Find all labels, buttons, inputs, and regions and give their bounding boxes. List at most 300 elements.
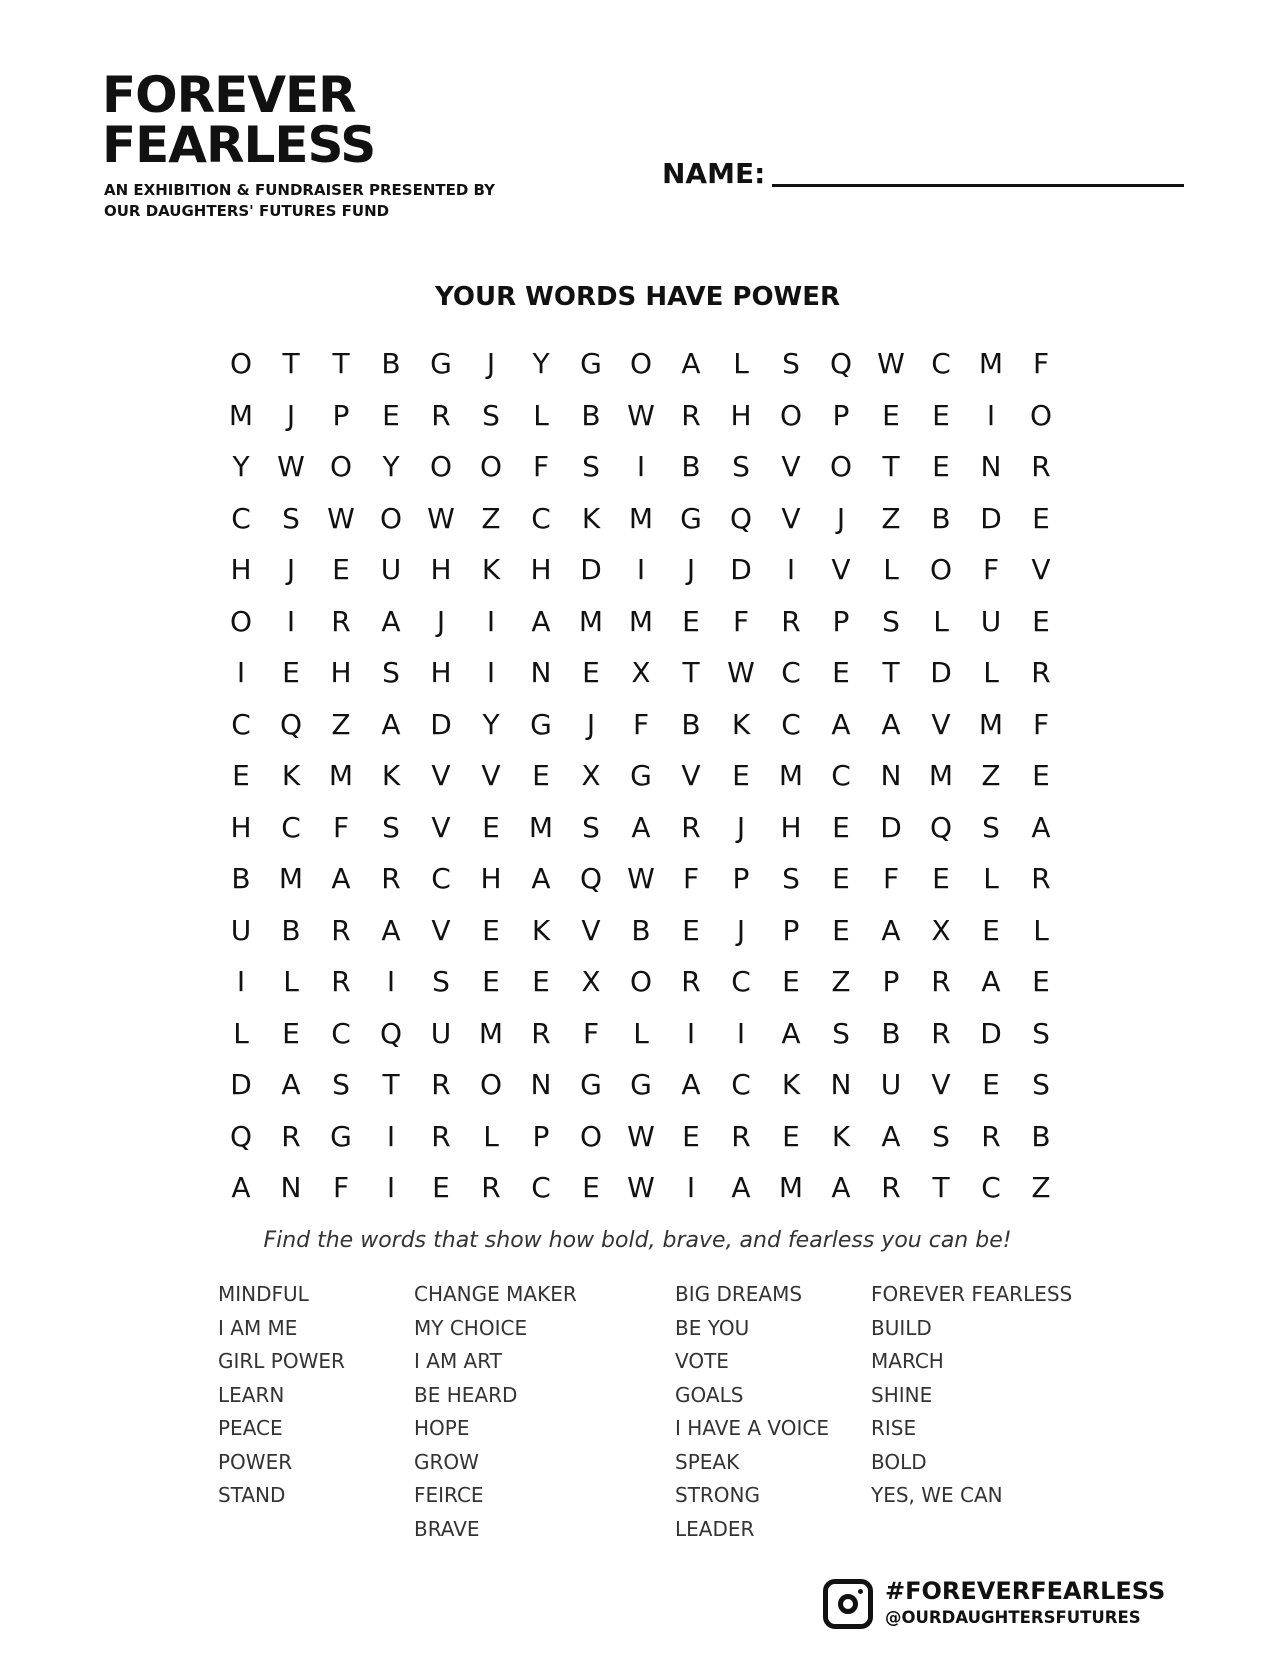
grid-cell[interactable]: Q bbox=[279, 707, 303, 741]
grid-cell[interactable]: D bbox=[230, 1068, 252, 1101]
grid-cell[interactable]: A bbox=[731, 1171, 751, 1204]
grid-cell[interactable]: R bbox=[431, 398, 451, 432]
grid-cell[interactable]: C bbox=[731, 1068, 751, 1101]
grid-cell[interactable]: C bbox=[831, 759, 851, 792]
grid-cell[interactable]: I bbox=[736, 1016, 746, 1050]
grid-cell[interactable]: L bbox=[1033, 913, 1049, 947]
grid-cell[interactable]: E bbox=[932, 398, 950, 432]
grid-cell[interactable]: Y bbox=[232, 450, 250, 483]
grid-cell[interactable]: O bbox=[229, 347, 253, 380]
grid-cell[interactable]: W bbox=[427, 501, 455, 535]
grid-cell[interactable]: Z bbox=[331, 707, 351, 741]
grid-cell[interactable]: R bbox=[431, 1119, 451, 1153]
grid-cell[interactable]: J bbox=[686, 553, 696, 586]
grid-cell[interactable]: V bbox=[1031, 553, 1051, 586]
grid-cell[interactable]: U bbox=[430, 1016, 452, 1050]
grid-cell[interactable]: W bbox=[277, 450, 305, 483]
grid-cell[interactable]: L bbox=[983, 656, 999, 689]
grid-cell[interactable]: I bbox=[986, 398, 996, 432]
grid-cell[interactable]: F bbox=[982, 553, 1000, 586]
grid-cell[interactable]: F bbox=[532, 450, 550, 483]
grid-cell[interactable]: O bbox=[929, 553, 953, 586]
grid-cell[interactable]: E bbox=[982, 913, 1000, 947]
grid-cell[interactable]: U bbox=[230, 913, 252, 947]
grid-cell[interactable]: C bbox=[531, 501, 551, 535]
grid-cell[interactable]: E bbox=[482, 965, 500, 998]
grid-cell[interactable]: S bbox=[432, 965, 450, 998]
grid-cell[interactable]: S bbox=[1032, 1068, 1050, 1101]
grid-cell[interactable]: C bbox=[281, 810, 301, 844]
grid-cell[interactable]: V bbox=[581, 913, 601, 947]
grid-cell[interactable]: G bbox=[680, 501, 702, 535]
grid-cell[interactable]: F bbox=[582, 1016, 600, 1050]
grid-cell[interactable]: P bbox=[332, 398, 350, 432]
grid-cell[interactable]: B bbox=[231, 862, 251, 895]
grid-cell[interactable]: S bbox=[582, 450, 600, 483]
grid-cell[interactable]: E bbox=[732, 759, 750, 792]
grid-cell[interactable]: B bbox=[581, 398, 601, 432]
grid-cell[interactable]: X bbox=[631, 656, 651, 689]
grid-cell[interactable]: S bbox=[282, 501, 300, 535]
grid-cell[interactable]: E bbox=[1032, 965, 1050, 998]
grid-cell[interactable]: S bbox=[382, 656, 400, 689]
grid-cell[interactable]: S bbox=[832, 1016, 850, 1050]
grid-cell[interactable]: I bbox=[236, 656, 246, 689]
grid-cell[interactable]: I bbox=[386, 965, 396, 998]
grid-cell[interactable]: C bbox=[231, 707, 251, 741]
grid-cell[interactable]: C bbox=[331, 1016, 351, 1050]
grid-cell[interactable]: D bbox=[880, 810, 902, 844]
grid-cell[interactable]: A bbox=[831, 707, 851, 741]
grid-cell[interactable]: L bbox=[983, 862, 999, 895]
word-list-item: BIG DREAMS bbox=[675, 1282, 803, 1306]
grid-cell[interactable]: Q bbox=[929, 810, 953, 844]
word-list-item: BOLD bbox=[871, 1449, 927, 1474]
grid-cell[interactable]: G bbox=[630, 759, 652, 792]
word-list-item: LEADER bbox=[675, 1516, 755, 1541]
grid-cell[interactable]: N bbox=[980, 450, 1002, 483]
grid-cell[interactable]: A bbox=[281, 1068, 301, 1101]
grid-cell[interactable]: E bbox=[1032, 759, 1050, 792]
grid-cell[interactable]: S bbox=[382, 810, 400, 844]
grid-cell[interactable]: E bbox=[682, 913, 700, 947]
grid-cell[interactable]: E bbox=[782, 1119, 800, 1153]
grid-cell[interactable]: J bbox=[586, 707, 596, 741]
grid-cell[interactable]: R bbox=[1031, 862, 1051, 895]
grid-cell[interactable]: U bbox=[380, 553, 402, 586]
grid-cell[interactable]: Q bbox=[229, 1119, 253, 1153]
grid-cell[interactable]: K bbox=[381, 759, 401, 792]
grid-cell[interactable]: E bbox=[932, 450, 950, 483]
grid-cell[interactable]: V bbox=[831, 553, 851, 586]
grid-cell[interactable]: H bbox=[530, 553, 552, 586]
grid-cell[interactable]: N bbox=[530, 1068, 552, 1101]
grid-cell[interactable]: V bbox=[781, 450, 801, 483]
grid-cell[interactable]: W bbox=[877, 347, 905, 380]
grid-cell[interactable]: I bbox=[236, 965, 246, 998]
grid-cell[interactable]: L bbox=[883, 553, 899, 586]
grid-cell[interactable]: A bbox=[781, 1016, 801, 1050]
grid-cell[interactable]: P bbox=[832, 604, 850, 638]
grid-cell[interactable]: O bbox=[479, 450, 503, 483]
grid-cell[interactable]: D bbox=[430, 707, 452, 741]
grid-cell[interactable]: I bbox=[486, 656, 496, 689]
grid-cell[interactable]: B bbox=[281, 913, 301, 947]
grid-cell[interactable]: A bbox=[881, 1119, 901, 1153]
grid-cell[interactable]: E bbox=[832, 656, 850, 689]
grid-cell[interactable]: B bbox=[681, 450, 701, 483]
grid-cell[interactable]: A bbox=[881, 913, 901, 947]
grid-cell[interactable]: P bbox=[882, 965, 900, 998]
grid-cell[interactable]: R bbox=[531, 1016, 551, 1050]
grid-cell[interactable]: Z bbox=[831, 965, 851, 998]
grid-cell[interactable]: R bbox=[1031, 656, 1051, 689]
grid-cell[interactable]: Z bbox=[1031, 1171, 1051, 1204]
grid-cell[interactable]: E bbox=[1032, 501, 1050, 535]
grid-cell[interactable]: J bbox=[286, 398, 296, 432]
grid-cell[interactable]: M bbox=[578, 604, 604, 638]
grid-cell[interactable]: A bbox=[1031, 810, 1051, 844]
grid-cell[interactable]: D bbox=[980, 501, 1002, 535]
grid-cell[interactable]: R bbox=[1031, 450, 1051, 483]
grid-cell[interactable]: Y bbox=[382, 450, 400, 483]
grid-cell[interactable]: J bbox=[486, 347, 496, 380]
grid-cell[interactable]: P bbox=[532, 1119, 550, 1153]
grid-cell[interactable]: A bbox=[531, 862, 551, 895]
grid-cell[interactable]: H bbox=[430, 553, 452, 586]
grid-cell[interactable]: R bbox=[331, 604, 351, 638]
grid-cell[interactable]: E bbox=[532, 759, 550, 792]
grid-cell[interactable]: C bbox=[981, 1171, 1001, 1204]
grid-cell[interactable]: U bbox=[880, 1068, 902, 1101]
grid-cell[interactable]: I bbox=[386, 1119, 396, 1153]
grid-cell[interactable]: E bbox=[232, 759, 250, 792]
grid-cell[interactable]: N bbox=[880, 759, 902, 792]
grid-cell[interactable]: E bbox=[832, 862, 850, 895]
grid-cell[interactable]: R bbox=[481, 1171, 501, 1204]
grid-cell[interactable]: K bbox=[281, 759, 301, 792]
grid-cell[interactable]: E bbox=[932, 862, 950, 895]
grid-cell[interactable]: P bbox=[782, 913, 800, 947]
grid-cell[interactable]: S bbox=[482, 398, 500, 432]
grid-cell[interactable]: A bbox=[531, 604, 551, 638]
grid-cell[interactable]: E bbox=[382, 398, 400, 432]
grid-cell[interactable]: E bbox=[832, 913, 850, 947]
grid-cell[interactable]: T bbox=[882, 450, 900, 483]
grid-cell[interactable]: O bbox=[229, 604, 253, 638]
grid-cell[interactable]: O bbox=[629, 347, 653, 380]
grid-cell[interactable]: R bbox=[931, 965, 951, 998]
grid-cell[interactable]: B bbox=[681, 707, 701, 741]
grid-cell[interactable]: H bbox=[780, 810, 802, 844]
grid-cell[interactable]: D bbox=[980, 1016, 1002, 1050]
grid-cell[interactable]: V bbox=[431, 759, 451, 792]
grid-cell[interactable]: X bbox=[581, 759, 601, 792]
grid-cell[interactable]: B bbox=[881, 1016, 901, 1050]
grid-cell[interactable]: A bbox=[681, 347, 701, 380]
grid-cell[interactable]: Q bbox=[579, 862, 603, 895]
grid-cell[interactable]: I bbox=[686, 1171, 696, 1204]
word-list-item: BE HEARD bbox=[414, 1382, 518, 1407]
grid-cell[interactable]: X bbox=[931, 913, 951, 947]
grid-cell[interactable]: E bbox=[432, 1171, 450, 1204]
grid-cell[interactable]: D bbox=[730, 553, 752, 586]
grid-cell[interactable]: O bbox=[479, 1068, 503, 1101]
grid-cell[interactable]: E bbox=[582, 656, 600, 689]
grid-cell[interactable]: V bbox=[781, 501, 801, 535]
grid-cell[interactable]: R bbox=[331, 965, 351, 998]
grid-cell[interactable]: L bbox=[283, 965, 299, 998]
grid-cell[interactable]: L bbox=[233, 1016, 249, 1050]
grid-cell[interactable]: H bbox=[330, 656, 352, 689]
grid-cell[interactable]: A bbox=[981, 965, 1001, 998]
grid-cell[interactable]: P bbox=[832, 398, 850, 432]
grid-cell[interactable]: C bbox=[231, 501, 251, 535]
grid-cell[interactable]: F bbox=[632, 707, 650, 741]
grid-cell[interactable]: I bbox=[386, 1171, 396, 1204]
grid-cell[interactable]: L bbox=[533, 398, 549, 432]
grid-cell[interactable]: M bbox=[228, 398, 254, 432]
grid-cell[interactable]: L bbox=[933, 604, 949, 638]
grid-cell[interactable]: W bbox=[627, 1119, 655, 1153]
grid-cell[interactable]: A bbox=[681, 1068, 701, 1101]
grid-cell[interactable]: B bbox=[931, 501, 951, 535]
name-field-line[interactable] bbox=[772, 184, 1184, 187]
grid-cell[interactable]: D bbox=[580, 553, 602, 586]
grid-cell[interactable]: E bbox=[682, 1119, 700, 1153]
grid-cell[interactable]: H bbox=[230, 810, 252, 844]
grid-cell[interactable]: O bbox=[829, 450, 853, 483]
grid-cell[interactable]: G bbox=[580, 1068, 602, 1101]
grid-cell[interactable]: E bbox=[1032, 604, 1050, 638]
grid-cell[interactable]: A bbox=[631, 810, 651, 844]
grid-cell[interactable]: J bbox=[736, 913, 746, 947]
grid-cell[interactable]: S bbox=[732, 450, 750, 483]
grid-cell[interactable]: N bbox=[280, 1171, 302, 1204]
grid-cell[interactable]: R bbox=[681, 965, 701, 998]
grid-cell[interactable]: A bbox=[831, 1171, 851, 1204]
grid-cell[interactable]: B bbox=[1031, 1119, 1051, 1153]
grid-cell[interactable]: Z bbox=[881, 501, 901, 535]
grid-cell[interactable]: I bbox=[486, 604, 496, 638]
grid-cell[interactable]: V bbox=[931, 1068, 951, 1101]
grid-cell[interactable]: T bbox=[932, 1171, 950, 1204]
grid-cell[interactable]: R bbox=[981, 1119, 1001, 1153]
grid-cell[interactable]: I bbox=[636, 553, 646, 586]
grid-cell[interactable]: O bbox=[329, 450, 353, 483]
grid-cell[interactable]: W bbox=[627, 862, 655, 895]
grid-cell[interactable]: H bbox=[430, 656, 452, 689]
grid-cell[interactable]: O bbox=[629, 965, 653, 998]
grid-cell[interactable]: E bbox=[832, 810, 850, 844]
grid-cell[interactable]: H bbox=[480, 862, 502, 895]
grid-cell[interactable]: R bbox=[731, 1119, 751, 1153]
grid-cell[interactable]: M bbox=[528, 810, 554, 844]
grid-cell[interactable]: R bbox=[681, 810, 701, 844]
grid-cell[interactable]: Z bbox=[981, 759, 1001, 792]
grid-cell[interactable]: M bbox=[628, 604, 654, 638]
grid-cell[interactable]: T bbox=[382, 1068, 400, 1101]
grid-cell[interactable]: R bbox=[281, 1119, 301, 1153]
grid-cell[interactable]: Z bbox=[481, 501, 501, 535]
grid-cell[interactable]: C bbox=[731, 965, 751, 998]
grid-cell[interactable]: K bbox=[581, 501, 601, 535]
grid-cell[interactable]: G bbox=[530, 707, 552, 741]
grid-cell[interactable]: N bbox=[530, 656, 552, 689]
grid-cell[interactable]: T bbox=[882, 656, 900, 689]
grid-cell[interactable]: E bbox=[582, 1171, 600, 1204]
grid-cell[interactable]: C bbox=[931, 347, 951, 380]
grid-cell[interactable]: R bbox=[681, 398, 701, 432]
grid-cell[interactable]: V bbox=[681, 759, 701, 792]
grid-cell[interactable]: I bbox=[286, 604, 296, 638]
grid-cell[interactable]: V bbox=[431, 810, 451, 844]
grid-cell[interactable]: C bbox=[431, 862, 451, 895]
grid-cell[interactable]: T bbox=[282, 347, 300, 380]
grid-cell[interactable]: Q bbox=[829, 347, 853, 380]
grid-cell[interactable]: A bbox=[381, 913, 401, 947]
grid-cell[interactable]: R bbox=[881, 1171, 901, 1204]
grid-cell[interactable]: B bbox=[381, 347, 401, 380]
grid-cell[interactable]: Y bbox=[482, 707, 500, 741]
grid-cell[interactable]: F bbox=[882, 862, 900, 895]
grid-cell[interactable]: D bbox=[930, 656, 952, 689]
grid-cell[interactable]: S bbox=[1032, 1016, 1050, 1050]
grid-cell[interactable]: S bbox=[982, 810, 1000, 844]
grid-cell[interactable]: M bbox=[278, 862, 304, 895]
grid-cell[interactable]: S bbox=[932, 1119, 950, 1153]
grid-cell[interactable]: M bbox=[978, 347, 1004, 380]
grid-cell[interactable]: J bbox=[436, 604, 446, 638]
word-list-item: I HAVE A VOICE bbox=[675, 1416, 829, 1440]
word-list-item: GROW bbox=[414, 1449, 479, 1474]
grid-cell[interactable]: O bbox=[429, 450, 453, 483]
grid-cell[interactable]: B bbox=[631, 913, 651, 947]
grid-cell[interactable]: E bbox=[782, 965, 800, 998]
grid-cell[interactable]: L bbox=[483, 1119, 499, 1153]
grid-cell[interactable]: S bbox=[882, 604, 900, 638]
grid-cell[interactable]: A bbox=[881, 707, 901, 741]
grid-cell[interactable]: A bbox=[231, 1171, 251, 1204]
grid-cell[interactable]: Q bbox=[729, 501, 753, 535]
grid-cell[interactable]: A bbox=[331, 862, 351, 895]
grid-cell[interactable]: M bbox=[778, 1171, 804, 1204]
grid-cell[interactable]: T bbox=[682, 656, 700, 689]
grid-cell[interactable]: O bbox=[779, 398, 803, 432]
grid-cell[interactable]: S bbox=[782, 347, 800, 380]
grid-cell[interactable]: E bbox=[982, 1068, 1000, 1101]
grid-cell[interactable]: K bbox=[531, 913, 551, 947]
grid-cell[interactable]: F bbox=[1032, 347, 1050, 380]
word-list-item: FOREVER FEARLESS bbox=[871, 1282, 1073, 1306]
grid-cell[interactable]: C bbox=[531, 1171, 551, 1204]
grid-cell[interactable]: L bbox=[733, 347, 749, 380]
title-block bbox=[102, 66, 376, 174]
grid-cell[interactable]: E bbox=[332, 553, 350, 586]
grid-cell[interactable]: G bbox=[630, 1068, 652, 1101]
grid-cell[interactable]: G bbox=[580, 347, 602, 380]
grid-cell[interactable]: U bbox=[980, 604, 1002, 638]
word-list-item: FEIRCE bbox=[414, 1483, 484, 1507]
grid-cell[interactable]: C bbox=[781, 707, 801, 741]
grid-cell[interactable]: V bbox=[481, 759, 501, 792]
grid-cell[interactable]: E bbox=[282, 656, 300, 689]
grid-cell[interactable]: L bbox=[633, 1016, 649, 1050]
grid-cell[interactable]: M bbox=[778, 759, 804, 792]
grid-cell[interactable]: K bbox=[831, 1119, 851, 1153]
grid-cell[interactable]: M bbox=[478, 1016, 504, 1050]
grid-cell[interactable]: S bbox=[582, 810, 600, 844]
grid-cell[interactable]: I bbox=[636, 450, 646, 483]
grid-cell[interactable]: S bbox=[782, 862, 800, 895]
grid-cell[interactable]: G bbox=[430, 347, 452, 380]
grid-cell[interactable]: R bbox=[931, 1016, 951, 1050]
grid-cell[interactable]: H bbox=[730, 398, 752, 432]
grid-cell[interactable]: R bbox=[781, 604, 801, 638]
grid-cell[interactable]: M bbox=[628, 501, 654, 535]
grid-cell[interactable]: W bbox=[627, 1171, 655, 1204]
grid-cell[interactable]: J bbox=[286, 553, 296, 586]
grid-cell[interactable]: R bbox=[381, 862, 401, 895]
grid-cell[interactable]: O bbox=[579, 1119, 603, 1153]
grid-cell[interactable]: X bbox=[581, 965, 601, 998]
grid-cell[interactable]: S bbox=[332, 1068, 350, 1101]
grid-cell[interactable]: Y bbox=[532, 347, 550, 380]
grid-cell[interactable]: M bbox=[328, 759, 354, 792]
grid-cell[interactable]: C bbox=[781, 656, 801, 689]
grid-cell[interactable]: I bbox=[786, 553, 796, 586]
grid-cell[interactable]: E bbox=[532, 965, 550, 998]
grid-cell[interactable]: N bbox=[830, 1068, 852, 1101]
grid-cell[interactable]: H bbox=[230, 553, 252, 586]
grid-cell[interactable]: M bbox=[928, 759, 954, 792]
grid-cell[interactable]: V bbox=[931, 707, 951, 741]
grid-cell[interactable]: K bbox=[781, 1068, 801, 1101]
grid-cell[interactable]: J bbox=[736, 810, 746, 844]
grid-cell[interactable]: E bbox=[682, 604, 700, 638]
grid-cell[interactable]: K bbox=[731, 707, 751, 741]
grid-cell[interactable]: W bbox=[327, 501, 355, 535]
grid-cell[interactable]: E bbox=[482, 810, 500, 844]
grid-cell[interactable]: F bbox=[682, 862, 700, 895]
grid-cell[interactable]: F bbox=[332, 1171, 350, 1204]
grid-cell[interactable]: F bbox=[332, 810, 350, 844]
grid-cell[interactable]: J bbox=[836, 501, 846, 535]
grid-cell[interactable]: W bbox=[727, 656, 755, 689]
grid-cell[interactable]: T bbox=[332, 347, 350, 380]
grid-cell[interactable]: W bbox=[627, 398, 655, 432]
grid-cell[interactable]: O bbox=[379, 501, 403, 535]
grid-cell[interactable]: R bbox=[431, 1068, 451, 1101]
grid-cell[interactable]: M bbox=[978, 707, 1004, 741]
grid-cell[interactable]: F bbox=[732, 604, 750, 638]
grid-cell[interactable]: E bbox=[282, 1016, 300, 1050]
grid-cell[interactable]: E bbox=[482, 913, 500, 947]
grid-cell[interactable]: Q bbox=[379, 1016, 403, 1050]
grid-cell[interactable]: V bbox=[431, 913, 451, 947]
grid-cell[interactable]: O bbox=[1029, 398, 1053, 432]
grid-cell[interactable]: A bbox=[381, 604, 401, 638]
grid-cell[interactable]: P bbox=[732, 862, 750, 895]
grid-cell[interactable]: A bbox=[381, 707, 401, 741]
name-label: NAME: bbox=[662, 157, 766, 190]
grid-cell[interactable]: K bbox=[481, 553, 501, 586]
grid-cell[interactable]: F bbox=[1032, 707, 1050, 741]
grid-cell[interactable]: I bbox=[686, 1016, 696, 1050]
grid-cell[interactable]: E bbox=[882, 398, 900, 432]
grid-cell[interactable]: G bbox=[330, 1119, 352, 1153]
grid-cell[interactable]: R bbox=[331, 913, 351, 947]
